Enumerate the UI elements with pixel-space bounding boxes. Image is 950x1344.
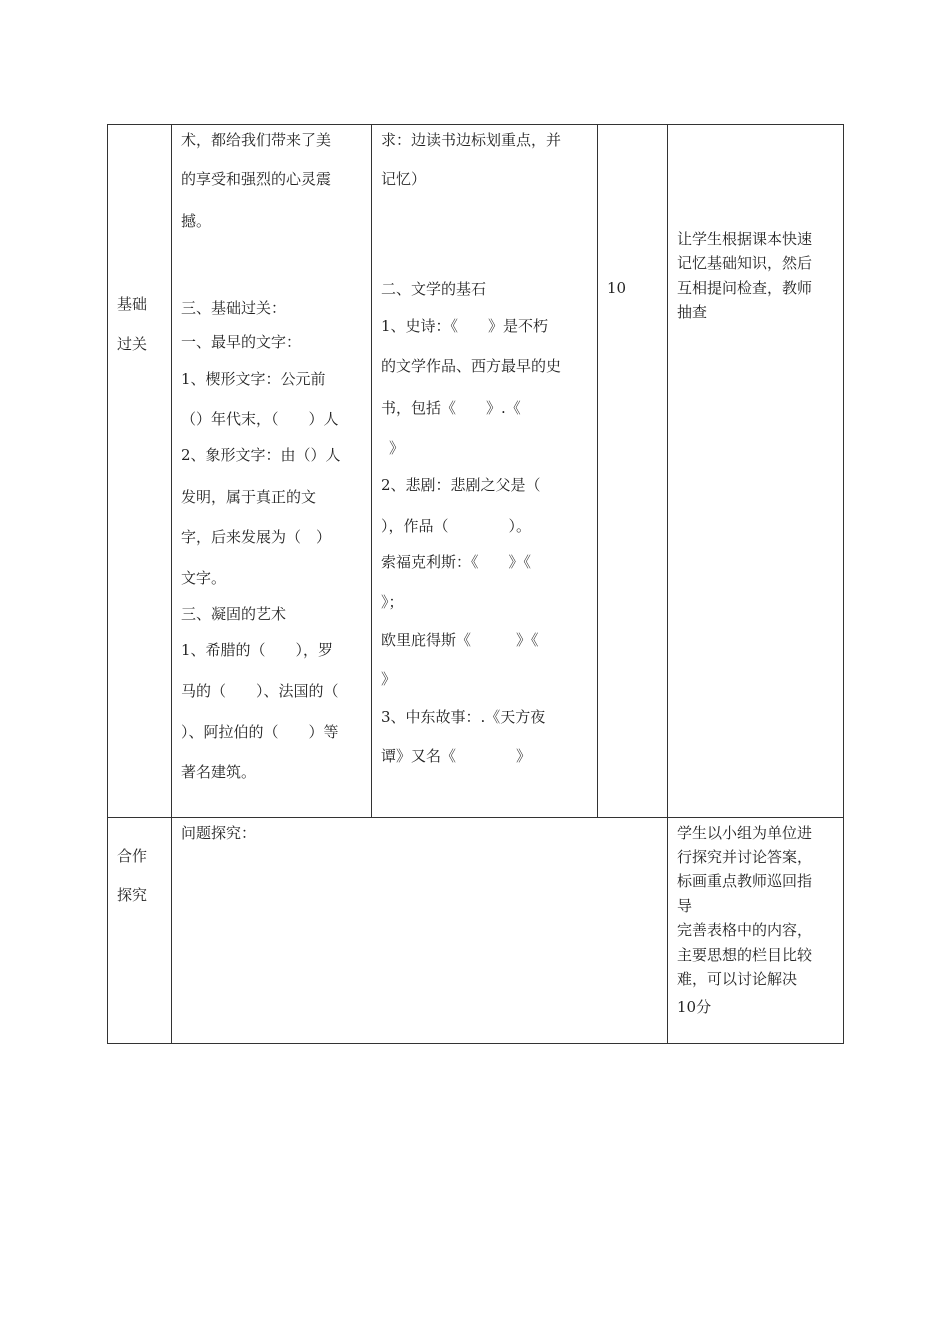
task-line: 》 — [381, 670, 397, 688]
note-line: 记忆基础知识，然后 — [677, 254, 813, 272]
content-line: 马的（ ）、法国的（ — [181, 682, 339, 700]
note-line: 主要思想的栏目比较 — [677, 946, 813, 964]
inquiry-heading: 问题探究： — [181, 824, 257, 842]
note-line: 导 — [677, 897, 693, 915]
task-line: 记忆） — [381, 170, 427, 188]
task-line: 1、史诗：《 》是不朽 — [381, 317, 549, 335]
task-line: ），作品（ ）。 — [381, 517, 532, 535]
task-line: 》； — [381, 593, 404, 611]
column-divider-note — [667, 124, 668, 1044]
content-line: 三、凝固的艺术 — [181, 605, 287, 623]
content-line: 2、象形文字：由（）人 — [181, 446, 341, 464]
task-line: 二、文学的基石 — [381, 280, 487, 298]
note-line: 难，可以讨论解决 — [677, 970, 798, 988]
content-line: 著名建筑。 — [181, 763, 257, 781]
note-line: 学生以小组为单位进 — [677, 824, 813, 842]
row2-label-line-2: 探究 — [117, 886, 148, 904]
table-top-border — [107, 124, 844, 125]
task-line: 谭》又名《 》 — [381, 747, 532, 765]
note-line: 行探究并讨论答案， — [677, 848, 813, 866]
note-line: 互相提问检查，教师 — [677, 279, 813, 297]
row1-label-line-1: 基础 — [117, 295, 148, 313]
content-line: （）年代末，（ ）人 — [181, 410, 339, 428]
task-line: 3、中东故事：.《天方夜 — [381, 708, 546, 726]
content-line: 发明，属于真正的文 — [181, 488, 317, 506]
content-line: 1、希腊的（ ），罗 — [181, 641, 334, 659]
row2-label-line-1: 合作 — [117, 847, 148, 865]
content-line: ）、阿拉伯的（ ）等 — [181, 723, 339, 741]
content-line: 一、最早的文字： — [181, 333, 302, 351]
column-divider-time — [597, 124, 598, 818]
content-line: 1、楔形文字：公元前 — [181, 370, 326, 388]
column-divider-task — [371, 124, 372, 818]
content-line: 字，后来发展为（ ） — [181, 528, 332, 546]
task-line: 2、悲剧：悲剧之父是（ — [381, 476, 541, 494]
row1-label-line-2: 过关 — [117, 335, 148, 353]
task-line: 求：边读书边标划重点，并 — [381, 131, 562, 149]
row-divider — [107, 817, 844, 818]
task-line: 欧里庇得斯《 》《 — [381, 631, 539, 649]
note-line: 10分 — [677, 998, 712, 1016]
content-line: 的享受和强烈的心灵震 — [181, 170, 332, 188]
content-line: 术，都给我们带来了美 — [181, 131, 332, 149]
table-right-border — [843, 124, 844, 1044]
note-line: 抽查 — [677, 303, 708, 321]
table-left-border — [107, 124, 108, 1044]
time-value: 10 — [607, 279, 627, 297]
task-line: 索福克利斯：《 》《 — [381, 553, 532, 571]
task-line: 》 — [389, 439, 405, 457]
task-line: 书，包括《 》.《 — [381, 399, 521, 417]
content-line: 文字。 — [181, 569, 227, 587]
content-line: 三、基础过关： — [181, 299, 287, 317]
column-divider-label — [171, 124, 172, 1044]
table-bottom-border — [107, 1043, 844, 1044]
note-line: 让学生根据课本快速 — [677, 230, 813, 248]
note-line: 标画重点教师巡回指 — [677, 872, 813, 890]
task-line: 的文学作品、西方最早的史 — [381, 357, 562, 375]
content-line: 撼。 — [181, 212, 212, 230]
note-line: 完善表格中的内容， — [677, 921, 813, 939]
